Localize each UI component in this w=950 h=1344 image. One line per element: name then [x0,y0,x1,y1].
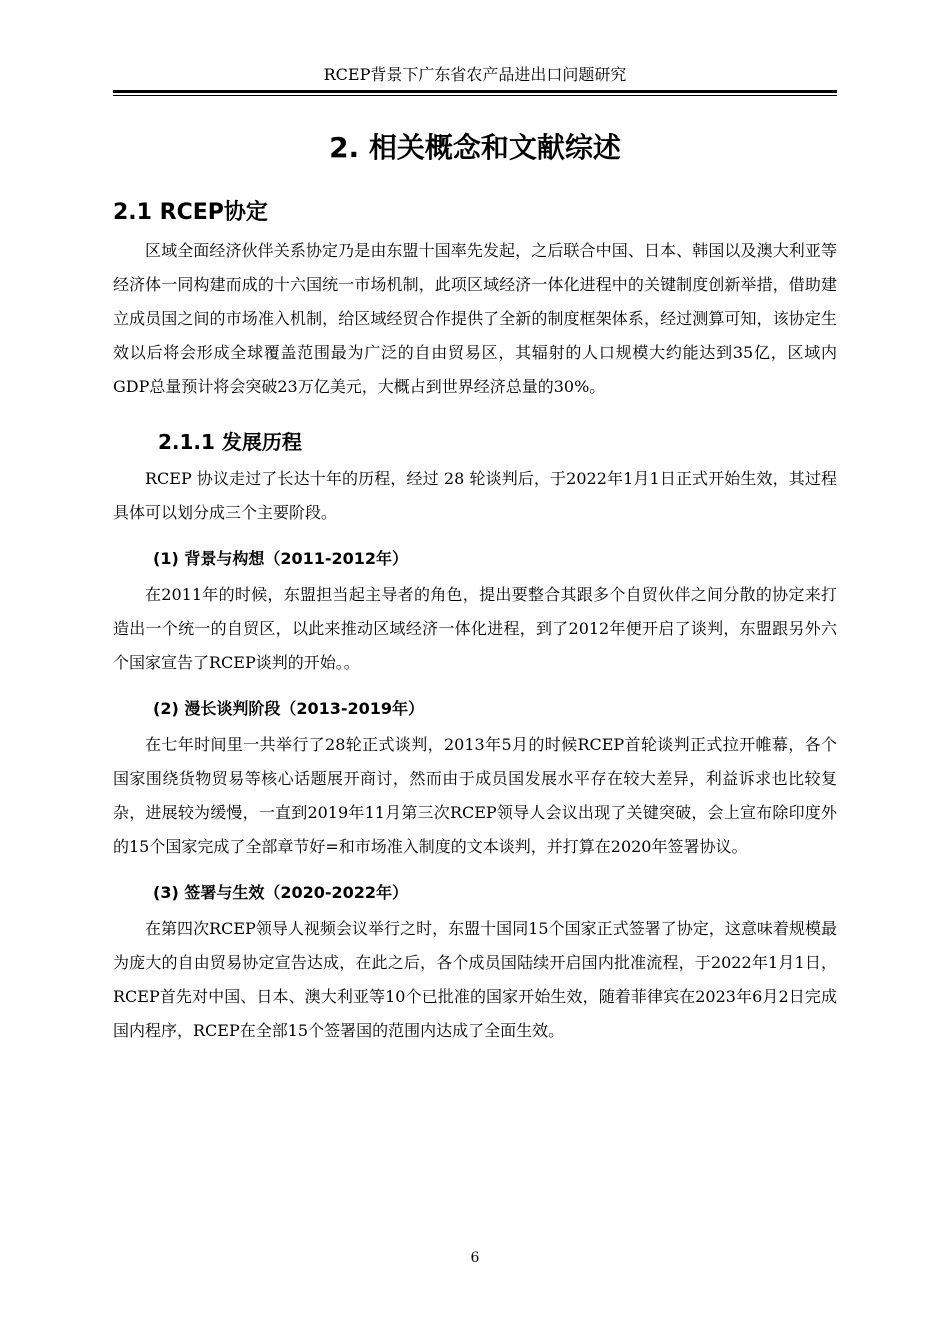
section-2-1-paragraph: 区域全面经济伙伴关系协定乃是由东盟十国率先发起，之后联合中国、日本、韩国以及澳大利亚等经济体一同构建而成的十六国统一市场机制，此项区域经济一体化进程中的关键制度创新举措，借助建立成员国之间的市场准入机制，给区域经贸合作提供了全新的制度框架体系，经过测算可知，该协定生效以后将会形成全球覆盖范围最为广泛的自由贸易区，其辐射的人口规模大约能达到35亿，区域内GDP总量预计将会突破23万亿美元，大概占到世界经济总量的30%。 [113,241,837,396]
stage-1-paragraph: 在2011年的时候，东盟担当起主导者的角色，提出要整合其跟多个自贸伙伴之间分散的协定来打造出一个统一的自贸区，以此来推动区域经济一体化进程，到了2012年便开启了谈判，东盟跟另外六个国家宣告了RCEP谈判的开始。。 [113,585,837,672]
section-2-1-1-intro: RCEP 协议走过了长达十年的历程，经过 28 轮谈判后，于2022年1月1日正式开始生效，其过程具体可以划分成三个主要阶段。 [113,469,837,522]
stage-3-paragraph: 在第四次RCEP领导人视频会议举行之时，东盟十国同15个国家正式签署了协定，这意味着规模最为庞大的自由贸易协定宣告达成，在此之后，各个成员国陆续开启国内批准流程，于2022年1月1日，RCEP首先对中国、日本、澳大利亚等10个已批准的国家开始生效，随着菲律宾在2023年6月2日完成国内程序，RCEP在全部15个签署国的范围内达成了全面生效。 [113,919,837,1040]
stage-2-paragraph: 在七年时间里一共举行了28轮正式谈判，2013年5月的时候RCEP首轮谈判正式拉开帷幕，各个国家围绕货物贸易等核心话题展开商讨，然而由于成员国发展水平存在较大差异，利益诉求也比较复杂，进展较为缓慢，一直到2019年11月第三次RCEP领导人会议出现了关键突破，会上宣布除印度外的15个国家完成了全部章节好=和市场准入制度的文本谈判，并打算在2020年签署协议。 [113,735,837,856]
stage-3-heading: (3) 签署与生效（2020-2022年） [153,883,409,902]
header-rule-thin [113,95,837,96]
section-2-1-heading: 2.1 RCEP协定 [113,200,268,225]
page-number: 6 [470,1250,480,1266]
header-rule-thick [113,90,837,93]
page-content [113,120,837,1048]
running-header: RCEP背景下广东省农产品进出口问题研究 [323,65,627,84]
section-2-1-1-heading: 2.1.1 发展历程 [158,430,302,454]
chapter-title: 2. 相关概念和文献综述 [329,131,621,164]
stage-2-heading: (2) 漫长谈判阶段（2013-2019年） [153,699,425,718]
stage-1-heading: (1) 背景与构想（2011-2012年） [153,549,409,568]
